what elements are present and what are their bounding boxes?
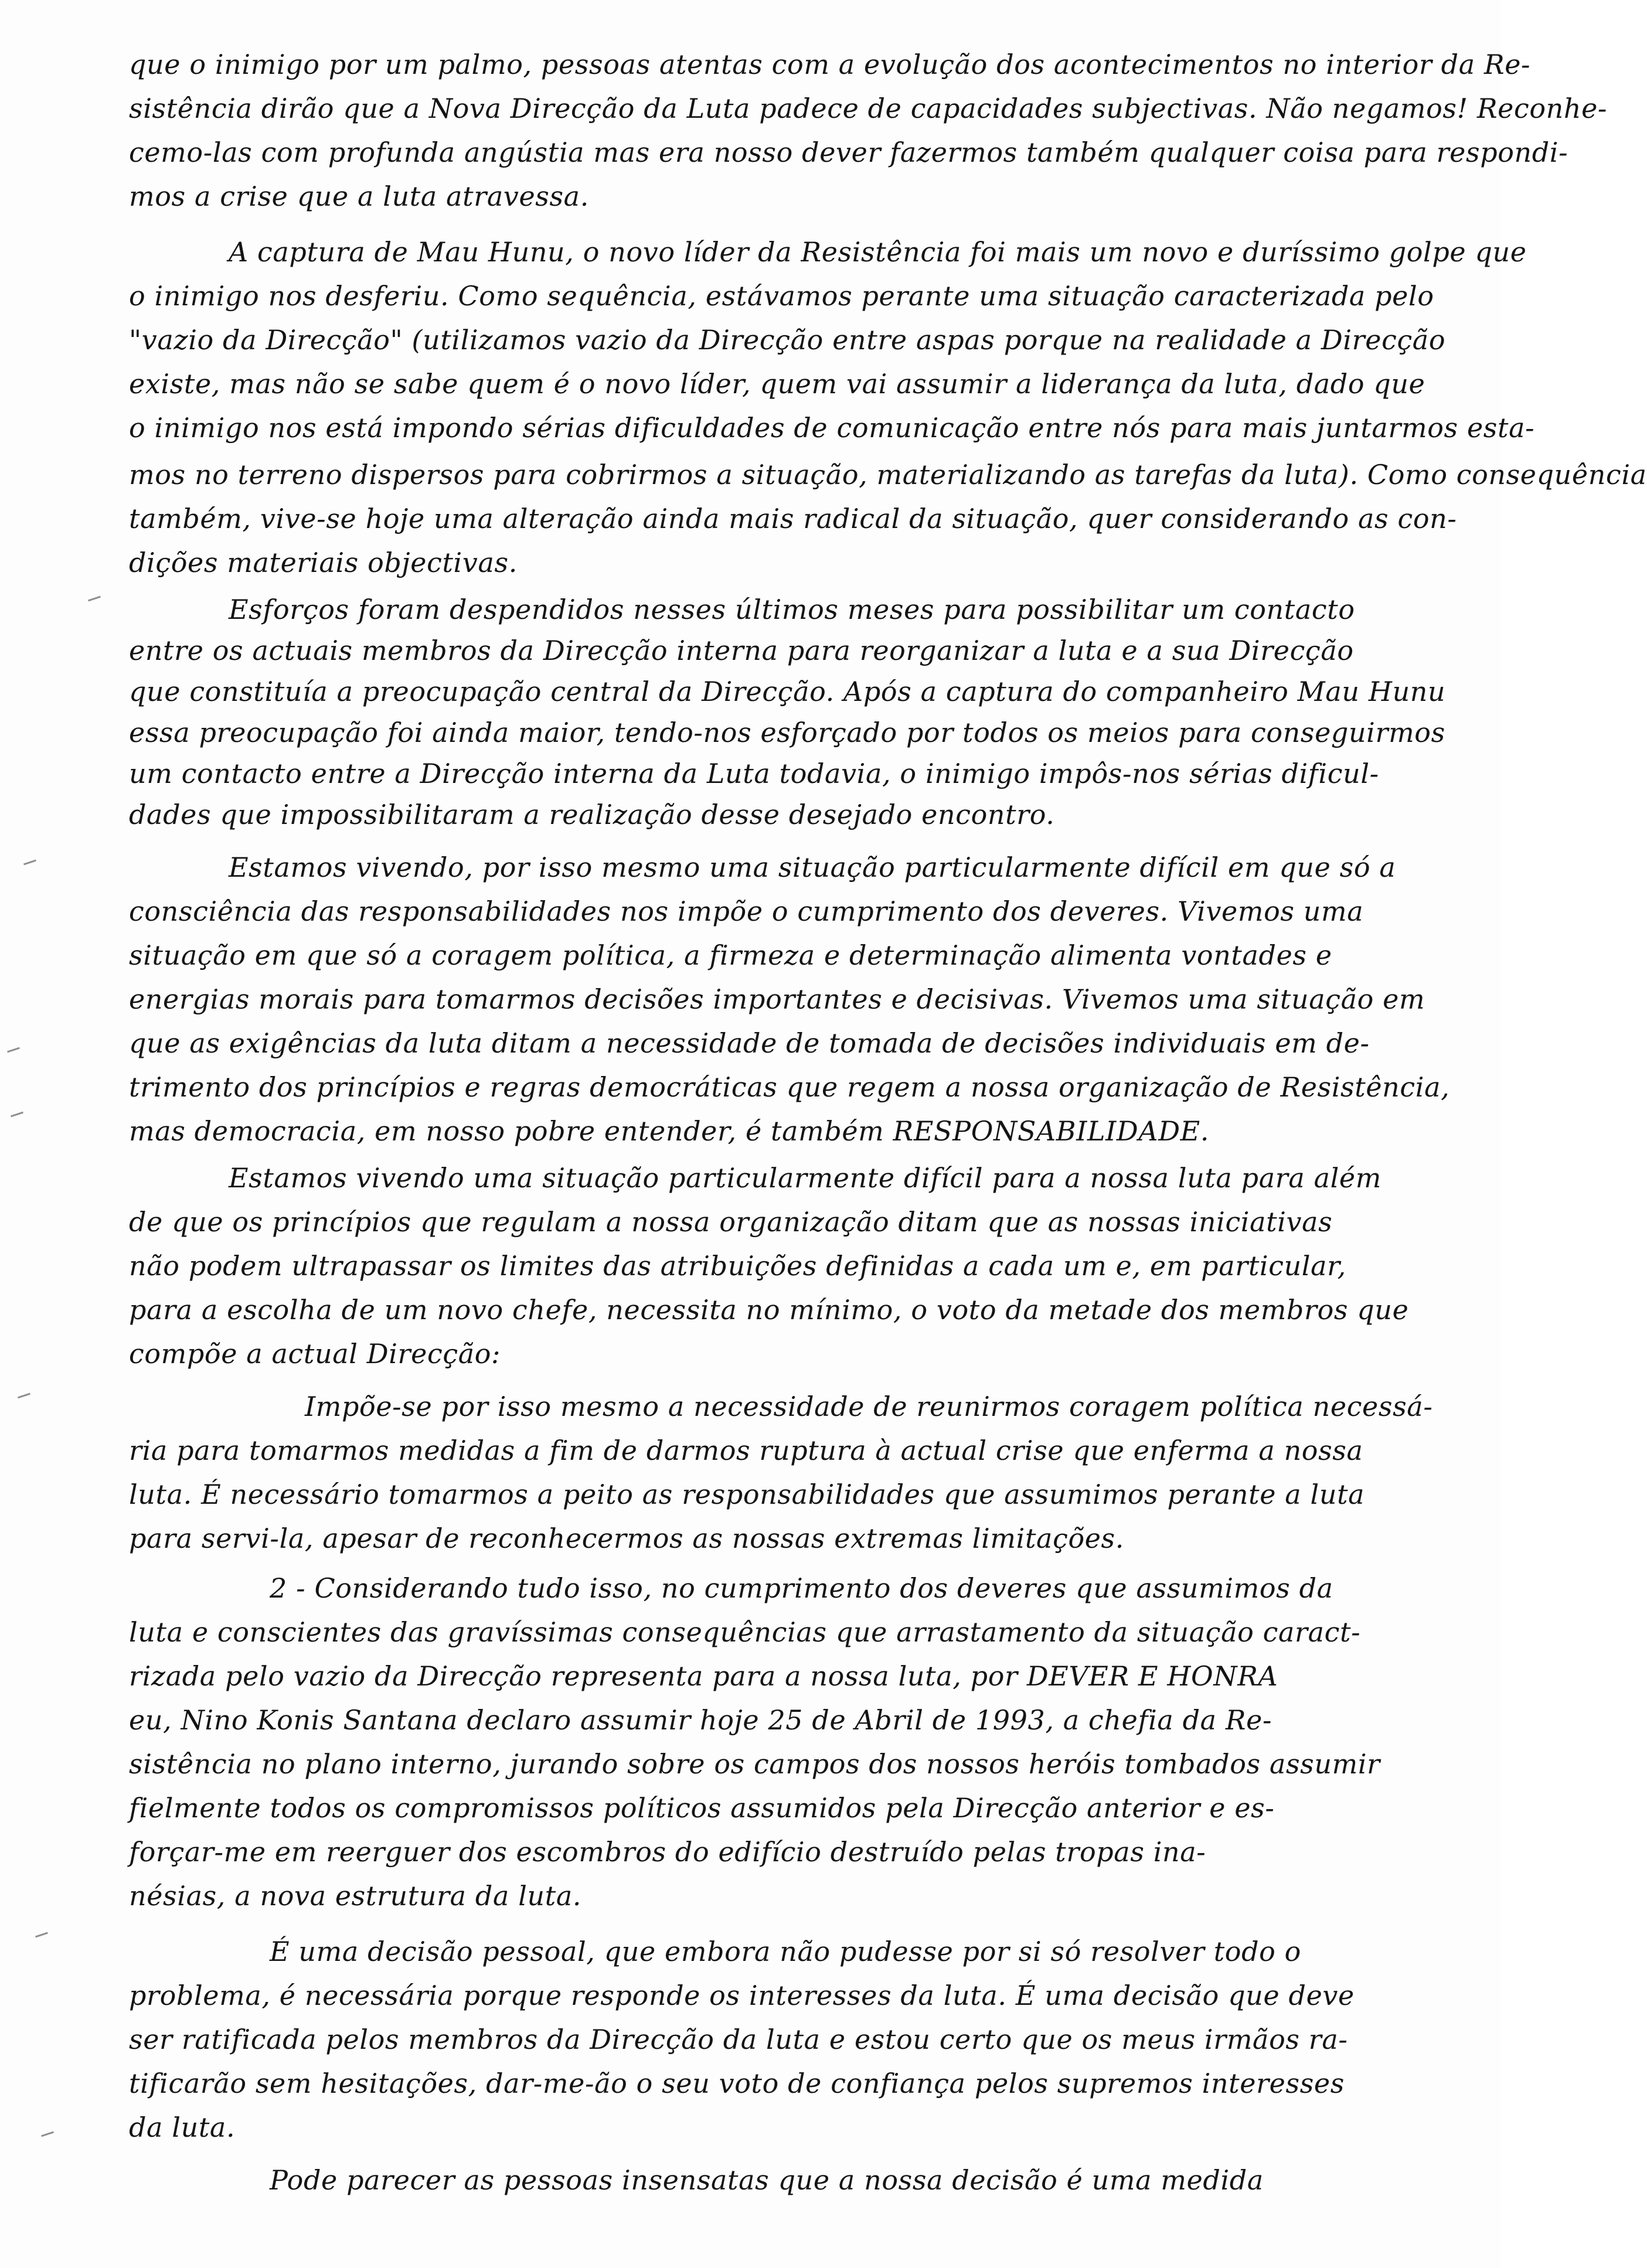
margin-mark <box>18 1393 30 1399</box>
text-line: consciência das responsabilidades nos impõe o cumprimento dos deveres. Vivemos uma <box>129 895 1364 927</box>
text-line: forçar-me em reerguer dos escombros do edifício destruído pelas tropas ina- <box>129 1836 1206 1868</box>
text-line: para servi-la, apesar de reconhecermos as nossas extremas limitações. <box>129 1523 1124 1554</box>
text-line: energias morais para tomarmos decisões importantes e decisivas. Vivemos uma situação em <box>129 983 1425 1015</box>
text-line: eu, Nino Konis Santana declaro assumir hoje 25 de Abril de 1993, a chefia da Re- <box>129 1704 1272 1736</box>
text-line: mas democracia, em nosso pobre entender, é também RESPONSABILIDADE. <box>129 1115 1210 1147</box>
margin-mark <box>41 2131 54 2137</box>
text-line: essa preocupação foi ainda maior, tendo-nos esforçado por todos os meios para conseguirmos <box>129 717 1445 748</box>
text-line: fielmente todos os compromissos políticos assumidos pela Direcção anterior e es- <box>129 1792 1275 1824</box>
text-line: sistência no plano interno, jurando sobre os campos dos nossos heróis tombados assumir <box>129 1748 1380 1780</box>
text-line: Estamos vivendo, por isso mesmo uma situação particularmente difícil em que só a <box>229 852 1396 883</box>
text-line: Pode parecer as pessoas insensatas que a nossa decisão é uma medida <box>270 2164 1264 2196</box>
text-line: compõe a actual Direcção: <box>129 1338 501 1370</box>
text-line: mos a crise que a luta atravessa. <box>129 181 589 212</box>
margin-mark <box>88 596 101 602</box>
text-line: mos no terreno dispersos para cobrirmos a situação, materializando as tarefas da luta). Como consequência <box>129 459 1647 491</box>
text-line: dades que impossibilitaram a realização desse desejado encontro. <box>129 799 1055 830</box>
text-line: Estamos vivendo uma situação particularmente difícil para a nossa luta para além <box>229 1162 1381 1194</box>
margin-mark <box>11 1112 23 1118</box>
text-line: trimento dos princípios e regras democráticas que regem a nossa organização de Resistência, <box>129 1071 1450 1103</box>
text-line: o inimigo nos desferiu. Como sequência, estávamos perante uma situação caracterizada pelo <box>129 280 1434 312</box>
text-line: luta. É necessário tomarmos a peito as responsabilidades que assumimos perante a luta <box>129 1479 1365 1510</box>
text-line: É uma decisão pessoal, que embora não pudesse por si só resolver todo o <box>270 1936 1301 1967</box>
text-line: situação em que só a coragem política, a firmeza e determinação alimenta vontades e <box>129 939 1332 971</box>
margin-mark <box>23 860 36 866</box>
text-line: luta e conscientes das gravíssimas consequências que arrastamento da situação caract- <box>129 1616 1361 1648</box>
text-line: que o inimigo por um palmo, pessoas atentas com a evolução dos acontecimentos no interior da Re- <box>129 49 1531 80</box>
text-line: também, vive-se hoje uma alteração ainda mais radical da situação, quer considerando as con- <box>129 503 1457 534</box>
text-line: existe, mas não se sabe quem é o novo líder, quem vai assumir a liderança da luta, dado que <box>129 368 1425 400</box>
text-line: um contacto entre a Direcção interna da Luta todavia, o inimigo impôs-nos sérias dificul- <box>129 758 1379 789</box>
margin-mark <box>35 1932 48 1938</box>
letter-body <box>129 41 1647 2245</box>
text-line: da luta. <box>129 2112 236 2143</box>
text-line: 2 - Considerando tudo isso, no cumprimento dos deveres que assumimos da <box>270 1572 1333 1604</box>
text-line: "vazio da Direcção" (utilizamos vazio da Direcção entre aspas porque na realidade a Direcção <box>129 324 1446 356</box>
text-line: para a escolha de um novo chefe, necessita no mínimo, o voto da metade dos membros que <box>129 1294 1409 1326</box>
text-line: tificarão sem hesitações, dar-me-ão o seu voto de confiança pelos supremos interesses <box>129 2068 1345 2099</box>
text-line: nésias, a nova estrutura da luta. <box>129 1880 582 1912</box>
text-line: Esforços foram despendidos nesses últimos meses para possibilitar um contacto <box>229 594 1355 625</box>
text-line: de que os princípios que regulam a nossa organização ditam que as nossas iniciativas <box>129 1206 1333 1238</box>
margin-mark <box>7 1047 20 1053</box>
text-line: ria para tomarmos medidas a fim de darmos ruptura à actual crise que enferma a nossa <box>129 1435 1363 1466</box>
text-line: sistência dirão que a Nova Direcção da Luta padece de capacidades subjectivas. Não negamos! Reconhe- <box>129 93 1608 124</box>
text-line: entre os actuais membros da Direcção interna para reorganizar a luta e a sua Direcção <box>129 635 1354 666</box>
text-line: cemo-las com profunda angústia mas era nosso dever fazermos também qualquer coisa para respondi- <box>129 137 1568 168</box>
text-line: ser ratificada pelos membros da Direcção da luta e estou certo que os meus irmãos ra- <box>129 2024 1348 2055</box>
text-line: o inimigo nos está impondo sérias dificuldades de comunicação entre nós para mais juntarmos esta- <box>129 412 1535 444</box>
text-line: rizada pelo vazio da Direcção representa para a nossa luta, por DEVER E HONRA <box>129 1660 1278 1692</box>
text-line: A captura de Mau Hunu, o novo líder da Resistência foi mais um novo e duríssimo golpe que <box>229 236 1527 268</box>
text-line: dições materiais objectivas. <box>129 547 518 578</box>
text-line: que as exigências da luta ditam a necessidade de tomada de decisões individuais em de- <box>129 1027 1370 1059</box>
text-line: não podem ultrapassar os limites das atribuições definidas a cada um e, em particular, <box>129 1250 1346 1282</box>
text-line: Impõe-se por isso mesmo a necessidade de reunirmos coragem política necessá- <box>305 1391 1433 1422</box>
text-line: problema, é necessária porque responde os interesses da luta. É uma decisão que deve <box>129 1980 1355 2011</box>
left-margin-scan-marks <box>0 0 135 2268</box>
text-line: que constituía a preocupação central da Direcção. Após a captura do companheiro Mau Hunu <box>129 676 1446 707</box>
